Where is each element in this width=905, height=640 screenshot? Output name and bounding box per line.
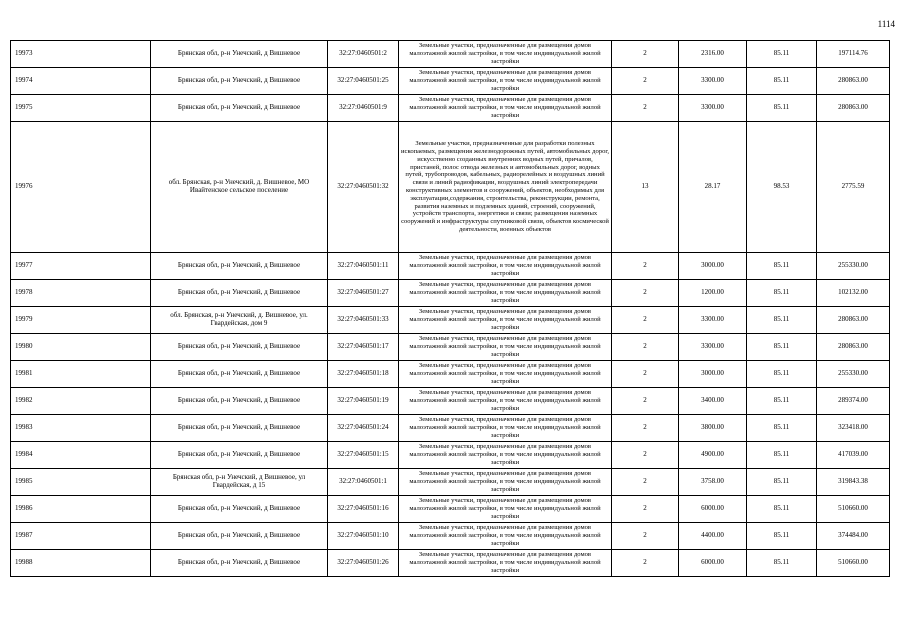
specific-value-cell: 85.11 xyxy=(747,280,817,307)
record-number-cell: 19985 xyxy=(11,469,151,496)
specific-value-cell: 98.53 xyxy=(747,122,817,253)
land-use-cell: Земельные участки, предназначенные для размещения домов малоэтажной жилой застройки, в том числе индивидуальной жилой застройки xyxy=(399,361,612,388)
cadastral-number-cell: 32:27:0460501:24 xyxy=(328,415,399,442)
cadastral-number-cell: 32:27:0460501:2 xyxy=(328,41,399,68)
area-cell: 4900.00 xyxy=(679,442,747,469)
land-use-cell: Земельные участки, предназначенные для размещения домов малоэтажной жилой застройки, в том числе индивидуальной жилой застройки xyxy=(399,95,612,122)
specific-value-cell: 85.11 xyxy=(747,95,817,122)
land-use-cell: Земельные участки, предназначенные для разработки полезных ископаемых, размещения железнодорожных путей, автомобильных дорог, искусственно созданных внутренних водных путей, причалов, пристаней, полос отвода железных и автомобильных дорог, водных путей, трубопроводов, кабельных, радиорелейных и воздушных линий связи и линий радиофикации, воздушных линий электропередачи конструктивных элементов и сооружений, объектов, необходимых для эксплуатации,содержания, строительства, реконструкции, ремонта, развития наземных и подземных зданий, строений, сооружений, устройств транспорта, энергетики и связи; размещения наземных сооружений и инфраструктуры спутниковой связи, объектов космической деятельности, военных объектов xyxy=(399,122,612,253)
record-number-cell: 19980 xyxy=(11,334,151,361)
area-cell: 28.17 xyxy=(679,122,747,253)
table-row xyxy=(11,253,890,280)
cadastral-number-cell: 32:27:0460501:16 xyxy=(328,496,399,523)
cadastral-value-cell: 323418.00 xyxy=(817,415,890,442)
land-use-cell: Земельные участки, предназначенные для размещения домов малоэтажной жилой застройки, в том числе индивидуальной жилой застройки xyxy=(399,415,612,442)
area-cell: 3400.00 xyxy=(679,388,747,415)
group-cell: 13 xyxy=(612,122,679,253)
specific-value-cell: 85.11 xyxy=(747,388,817,415)
address-cell: Брянская обл, р-н Унечский, д Вишневое xyxy=(151,280,328,307)
address-cell: Брянская обл, р-н Унечский, д Вишневое xyxy=(151,334,328,361)
area-cell: 3300.00 xyxy=(679,95,747,122)
cadastral-value-cell: 289374.00 xyxy=(817,388,890,415)
table-row xyxy=(11,95,890,122)
cadastral-number-cell: 32:27:0460501:15 xyxy=(328,442,399,469)
address-cell: обл. Брянская, р-н Унечский, д. Вишневое, МО Ивайтенское сельское поселение xyxy=(151,122,328,253)
group-cell: 2 xyxy=(612,361,679,388)
cadastral-value-cell: 255330.00 xyxy=(817,361,890,388)
table-row xyxy=(11,68,890,95)
land-use-cell: Земельные участки, предназначенные для размещения домов малоэтажной жилой застройки, в том числе индивидуальной жилой застройки xyxy=(399,523,612,550)
group-cell: 2 xyxy=(612,523,679,550)
group-cell: 2 xyxy=(612,95,679,122)
cadastral-value-cell: 102132.00 xyxy=(817,280,890,307)
record-number-cell: 19988 xyxy=(11,550,151,577)
land-use-cell: Земельные участки, предназначенные для размещения домов малоэтажной жилой застройки, в том числе индивидуальной жилой застройки xyxy=(399,253,612,280)
group-cell: 2 xyxy=(612,68,679,95)
specific-value-cell: 85.11 xyxy=(747,469,817,496)
land-use-cell: Земельные участки, предназначенные для размещения домов малоэтажной жилой застройки, в том числе индивидуальной жилой застройки xyxy=(399,469,612,496)
address-cell: Брянская обл, р-н Унечский, д Вишневое xyxy=(151,41,328,68)
table-row xyxy=(11,415,890,442)
table-row xyxy=(11,550,890,577)
group-cell: 2 xyxy=(612,469,679,496)
cadastral-value-cell: 280863.00 xyxy=(817,307,890,334)
specific-value-cell: 85.11 xyxy=(747,307,817,334)
area-cell: 3800.00 xyxy=(679,415,747,442)
table-body xyxy=(11,41,890,577)
area-cell: 3300.00 xyxy=(679,334,747,361)
cadastral-value-cell: 374484.00 xyxy=(817,523,890,550)
specific-value-cell: 85.11 xyxy=(747,523,817,550)
address-cell: Брянская обл, р-н Унечский, д Вишневое xyxy=(151,388,328,415)
cadastral-number-cell: 32:27:0460501:19 xyxy=(328,388,399,415)
area-cell: 1200.00 xyxy=(679,280,747,307)
table-row xyxy=(11,442,890,469)
land-use-cell: Земельные участки, предназначенные для размещения домов малоэтажной жилой застройки, в том числе индивидуальной жилой застройки xyxy=(399,307,612,334)
cadastral-number-cell: 32:27:0460501:1 xyxy=(328,469,399,496)
record-number-cell: 19979 xyxy=(11,307,151,334)
cadastral-value-cell: 2775.59 xyxy=(817,122,890,253)
address-cell: Брянская обл, р-н Унечский, д Вишневое, ул Гвардейская, д 15 xyxy=(151,469,328,496)
cadastral-number-cell: 32:27:0460501:10 xyxy=(328,523,399,550)
cadastral-value-cell: 510660.00 xyxy=(817,496,890,523)
cadastral-value-table xyxy=(10,40,890,577)
area-cell: 4400.00 xyxy=(679,523,747,550)
cadastral-value-cell: 197114.76 xyxy=(817,41,890,68)
area-cell: 3000.00 xyxy=(679,361,747,388)
cadastral-value-cell: 319843.38 xyxy=(817,469,890,496)
record-number-cell: 19986 xyxy=(11,496,151,523)
address-cell: Брянская обл, р-н Унечский, д Вишневое xyxy=(151,550,328,577)
group-cell: 2 xyxy=(612,496,679,523)
group-cell: 2 xyxy=(612,415,679,442)
cadastral-number-cell: 32:27:0460501:9 xyxy=(328,95,399,122)
land-use-cell: Земельные участки, предназначенные для размещения домов малоэтажной жилой застройки, в том числе индивидуальной жилой застройки xyxy=(399,68,612,95)
area-cell: 6000.00 xyxy=(679,550,747,577)
address-cell: Брянская обл, р-н Унечский, д Вишневое xyxy=(151,442,328,469)
group-cell: 2 xyxy=(612,388,679,415)
cadastral-value-cell: 280863.00 xyxy=(817,334,890,361)
cadastral-value-cell: 255330.00 xyxy=(817,253,890,280)
address-cell: Брянская обл, р-н Унечский, д Вишневое xyxy=(151,95,328,122)
record-number-cell: 19987 xyxy=(11,523,151,550)
cadastral-number-cell: 32:27:0460501:33 xyxy=(328,307,399,334)
table-row xyxy=(11,361,890,388)
record-number-cell: 19982 xyxy=(11,388,151,415)
record-number-cell: 19978 xyxy=(11,280,151,307)
land-use-cell: Земельные участки, предназначенные для размещения домов малоэтажной жилой застройки, в том числе индивидуальной жилой застройки xyxy=(399,41,612,68)
record-number-cell: 19983 xyxy=(11,415,151,442)
land-use-cell: Земельные участки, предназначенные для размещения домов малоэтажной жилой застройки, в том числе индивидуальной жилой застройки xyxy=(399,496,612,523)
cadastral-number-cell: 32:27:0460501:27 xyxy=(328,280,399,307)
address-cell: Брянская обл, р-н Унечский, д Вишневое xyxy=(151,253,328,280)
cadastral-number-cell: 32:27:0460501:17 xyxy=(328,334,399,361)
cadastral-number-cell: 32:27:0460501:18 xyxy=(328,361,399,388)
cadastral-value-cell: 417039.00 xyxy=(817,442,890,469)
record-number-cell: 19973 xyxy=(11,41,151,68)
address-cell: Брянская обл, р-н Унечский, д Вишневое xyxy=(151,415,328,442)
area-cell: 6000.00 xyxy=(679,496,747,523)
table-row xyxy=(11,388,890,415)
cadastral-value-cell: 280863.00 xyxy=(817,95,890,122)
address-cell: Брянская обл, р-н Унечский, д Вишневое xyxy=(151,496,328,523)
group-cell: 2 xyxy=(612,334,679,361)
record-number-cell: 19974 xyxy=(11,68,151,95)
area-cell: 3758.00 xyxy=(679,469,747,496)
specific-value-cell: 85.11 xyxy=(747,442,817,469)
group-cell: 2 xyxy=(612,253,679,280)
address-cell: обл. Брянская, р-н Унечский, д. Вишневое, ул. Гвардейская, дом 9 xyxy=(151,307,328,334)
specific-value-cell: 85.11 xyxy=(747,415,817,442)
land-use-cell: Земельные участки, предназначенные для размещения домов малоэтажной жилой застройки, в том числе индивидуальной жилой застройки xyxy=(399,280,612,307)
table-row xyxy=(11,41,890,68)
address-cell: Брянская обл, р-н Унечский, д Вишневое xyxy=(151,361,328,388)
specific-value-cell: 85.11 xyxy=(747,334,817,361)
cadastral-number-cell: 32:27:0460501:25 xyxy=(328,68,399,95)
specific-value-cell: 85.11 xyxy=(747,496,817,523)
group-cell: 2 xyxy=(612,442,679,469)
table-row xyxy=(11,523,890,550)
table-row xyxy=(11,469,890,496)
record-number-cell: 19984 xyxy=(11,442,151,469)
record-number-cell: 19977 xyxy=(11,253,151,280)
table-row xyxy=(11,307,890,334)
cadastral-value-cell: 280863.00 xyxy=(817,68,890,95)
area-cell: 3300.00 xyxy=(679,68,747,95)
specific-value-cell: 85.11 xyxy=(747,550,817,577)
record-number-cell: 19981 xyxy=(11,361,151,388)
cadastral-value-cell: 510660.00 xyxy=(817,550,890,577)
specific-value-cell: 85.11 xyxy=(747,41,817,68)
group-cell: 2 xyxy=(612,550,679,577)
specific-value-cell: 85.11 xyxy=(747,253,817,280)
land-use-cell: Земельные участки, предназначенные для размещения домов малоэтажной жилой застройки, в том числе индивидуальной жилой застройки xyxy=(399,550,612,577)
record-number-cell: 19975 xyxy=(11,95,151,122)
group-cell: 2 xyxy=(612,307,679,334)
table-row xyxy=(11,334,890,361)
area-cell: 2316.00 xyxy=(679,41,747,68)
page-number: 1114 xyxy=(877,19,895,29)
specific-value-cell: 85.11 xyxy=(747,361,817,388)
area-cell: 3300.00 xyxy=(679,307,747,334)
land-use-cell: Земельные участки, предназначенные для размещения домов малоэтажной жилой застройки, в том числе индивидуальной жилой застройки xyxy=(399,334,612,361)
table-row xyxy=(11,496,890,523)
land-use-cell: Земельные участки, предназначенные для размещения домов малоэтажной жилой застройки, в том числе индивидуальной жилой застройки xyxy=(399,442,612,469)
land-use-cell: Земельные участки, предназначенные для размещения домов малоэтажной жилой застройки, в том числе индивидуальной жилой застройки xyxy=(399,388,612,415)
address-cell: Брянская обл, р-н Унечский, д Вишневое xyxy=(151,68,328,95)
cadastral-number-cell: 32:27:0460501:32 xyxy=(328,122,399,253)
table-row xyxy=(11,280,890,307)
group-cell: 2 xyxy=(612,41,679,68)
group-cell: 2 xyxy=(612,280,679,307)
table-row xyxy=(11,122,890,253)
cadastral-number-cell: 32:27:0460501:11 xyxy=(328,253,399,280)
record-number-cell: 19976 xyxy=(11,122,151,253)
area-cell: 3000.00 xyxy=(679,253,747,280)
specific-value-cell: 85.11 xyxy=(747,68,817,95)
address-cell: Брянская обл, р-н Унечский, д Вишневое xyxy=(151,523,328,550)
cadastral-number-cell: 32:27:0460501:26 xyxy=(328,550,399,577)
